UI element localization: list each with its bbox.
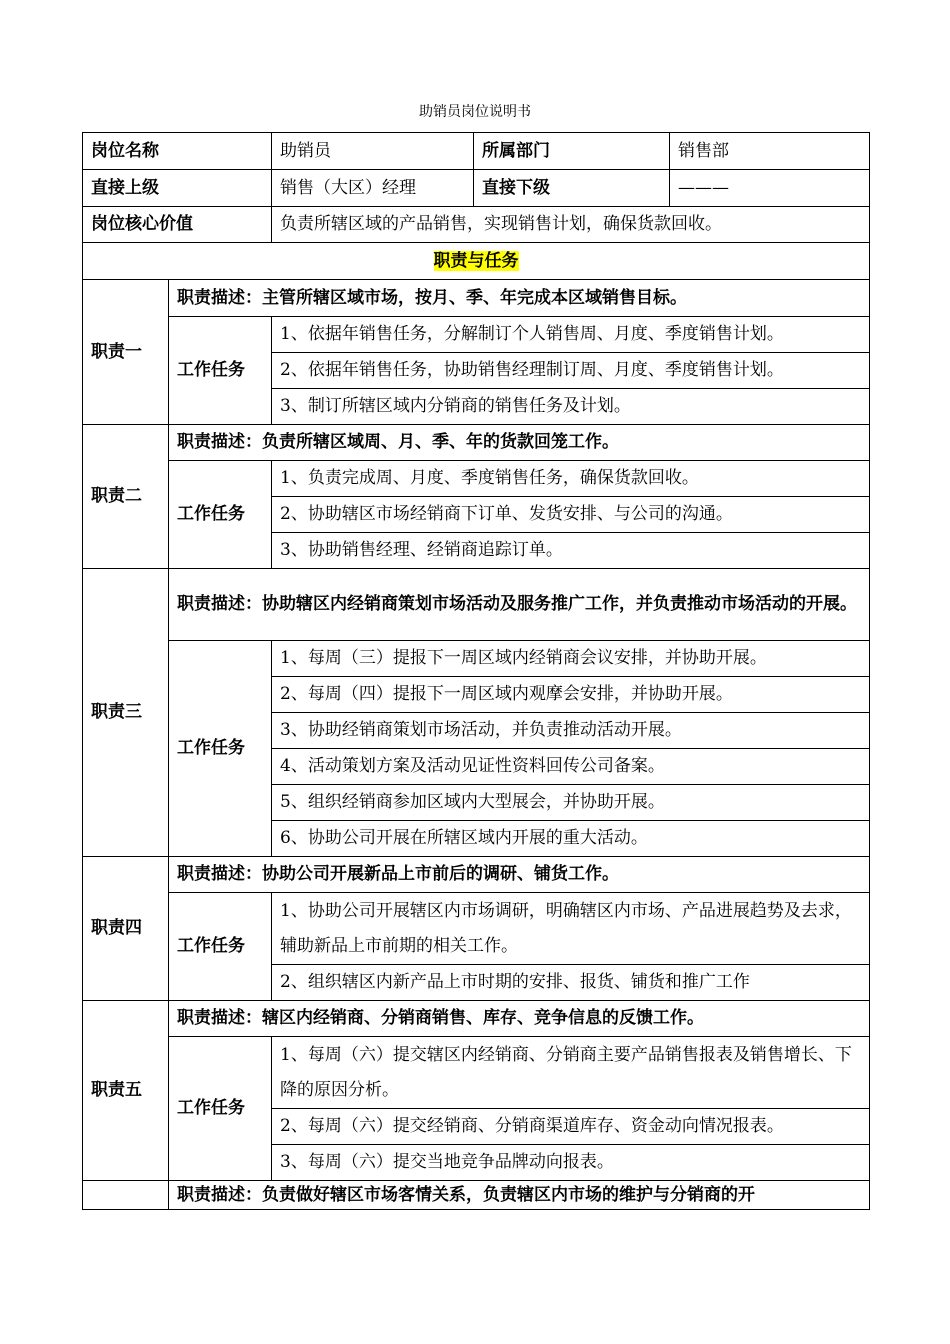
subordinate-value: ———: [670, 170, 870, 207]
subordinate-label: 直接下级: [474, 170, 670, 207]
task-item: 2、依据年销售任务，协助销售经理制订周、月度、季度销售计划。: [272, 353, 870, 389]
task-item: 5、组织经销商参加区域内大型展会，并协助开展。: [272, 785, 870, 821]
department-label: 所属部门: [474, 133, 670, 170]
superior-value: 销售（大区）经理: [272, 170, 474, 207]
department-value: 销售部: [670, 133, 870, 170]
task-item: 4、活动策划方案及活动见证性资料回传公司备案。: [272, 749, 870, 785]
document-title: 助销员岗位说明书: [419, 104, 531, 120]
core-value-value: 负责所辖区域的产品销售，实现销售计划，确保货款回收。: [272, 207, 870, 243]
task-item: 2、每周（四）提报下一周区域内观摩会安排，并协助开展。: [272, 677, 870, 713]
duty-description: 职责描述：协助公司开展新品上市前后的调研、铺货工作。: [169, 857, 870, 893]
task-item: 3、协助经销商策划市场活动，并负责推动活动开展。: [272, 713, 870, 749]
duty-name: 职责四: [83, 857, 169, 1001]
job-description-table: [82, 132, 869, 1210]
duty-name: 职责五: [83, 1001, 169, 1181]
task-item: 1、每周（六）提交辖区内经销商、分销商主要产品销售报表及销售增长、下降的原因分析。: [272, 1037, 870, 1109]
superior-label: 直接上级: [83, 170, 272, 207]
section-title-cell: [83, 243, 870, 280]
duty-description: 职责描述：负责做好辖区市场客情关系，负责辖区内市场的维护与分销商的开: [169, 1181, 870, 1210]
task-label: 工作任务: [169, 641, 272, 857]
task-label: 工作任务: [169, 893, 272, 1001]
duty-description: 职责描述：协助辖区内经销商策划市场活动及服务推广工作，并负责推动市场活动的开展。: [169, 569, 870, 641]
position-name-value: 助销员: [272, 133, 474, 170]
section-title: 职责与任务: [433, 250, 519, 271]
task-label: 工作任务: [169, 317, 272, 425]
duty-description: 职责描述：辖区内经销商、分销商销售、库存、竞争信息的反馈工作。: [169, 1001, 870, 1037]
task-item: 3、制订所辖区域内分销商的销售任务及计划。: [272, 389, 870, 425]
task-label: 工作任务: [169, 461, 272, 569]
task-item: 6、协助公司开展在所辖区域内开展的重大活动。: [272, 821, 870, 857]
task-item: 3、每周（六）提交当地竞争品牌动向报表。: [272, 1145, 870, 1181]
duty-description: 职责描述：主管所辖区域市场，按月、季、年完成本区域销售目标。: [169, 280, 870, 317]
task-item: 3、协助销售经理、经销商追踪订单。: [272, 533, 870, 569]
duty-name: 职责二: [83, 425, 169, 569]
task-item: 1、每周（三）提报下一周区域内经销商会议安排，并协助开展。: [272, 641, 870, 677]
duty-name: 职责三: [83, 569, 169, 857]
core-value-label: 岗位核心价值: [83, 207, 272, 243]
duty-name: 职责一: [83, 280, 169, 425]
task-item: 1、负责完成周、月度、季度销售任务，确保货款回收。: [272, 461, 870, 497]
task-item: 2、每周（六）提交经销商、分销商渠道库存、资金动向情况报表。: [272, 1109, 870, 1145]
task-item: 2、组织辖区内新产品上市时期的安排、报货、铺货和推广工作: [272, 965, 870, 1001]
duty-name-empty: [83, 1181, 169, 1210]
duty-description: 职责描述：负责所辖区域周、月、季、年的货款回笼工作。: [169, 425, 870, 461]
task-item: 1、协助公司开展辖区内市场调研，明确辖区内市场、产品进展趋势及去求，辅助新品上市前期的相关工作。: [272, 893, 870, 965]
task-label: 工作任务: [169, 1037, 272, 1181]
position-name-label: 岗位名称: [83, 133, 272, 170]
task-item: 1、依据年销售任务，分解制订个人销售周、月度、季度销售计划。: [272, 317, 870, 353]
task-item: 2、协助辖区市场经销商下订单、发货安排、与公司的沟通。: [272, 497, 870, 533]
